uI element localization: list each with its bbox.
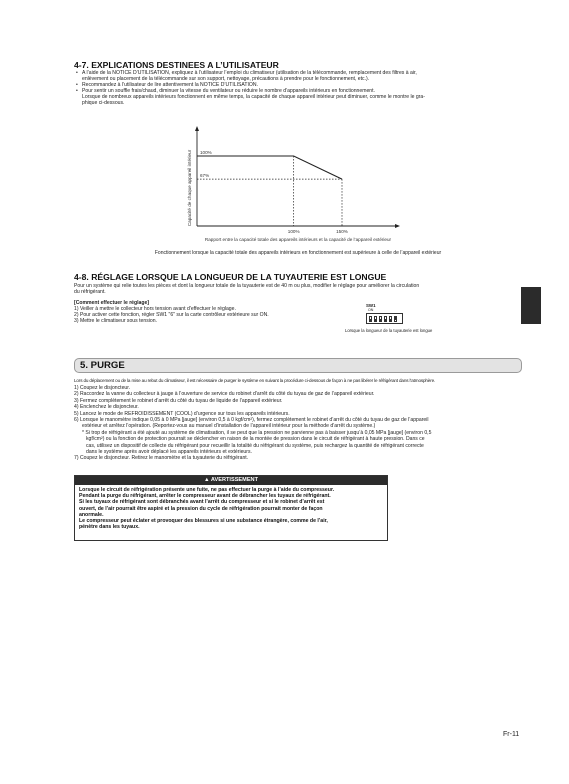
warning-title: AVERTISSEMENT xyxy=(210,477,259,483)
warning-line: Lorsque le circuit de réfrigération présente une fuite, ne pas effectuer la purge à l’aide du compresseur. xyxy=(79,487,335,493)
page-number: Fr-11 xyxy=(503,731,520,738)
dip-switch-1 xyxy=(369,316,372,322)
warning-line: anormale. xyxy=(79,511,104,518)
intro-line-1: Pour un système qui relie toutes les pièces et dont la longueur totale de la tuyauterie est de 40 m ou plus, modifier le réglage pour améliorer la circulation xyxy=(74,283,420,289)
procedure-step: 1) Veiller à mettre le collecteur hors tension avant d’effectuer le réglage. xyxy=(74,306,236,313)
section-4-7-body xyxy=(74,70,522,107)
sw1-label: SW1 xyxy=(366,303,376,308)
dip-switch-2 xyxy=(374,316,377,322)
purge-steps xyxy=(74,385,522,462)
chart-y-tick-label: 100% xyxy=(200,150,212,155)
purge-step: 5) Lancez le mode de REFROIDISSEMENT (COOL) d’urgence sur tous les appareils intérieurs. xyxy=(74,410,290,417)
chart-ylabel: Capacité de chaque appareil intérieur xyxy=(187,149,192,227)
warning-line: pénètre dans les tuyaux. xyxy=(79,524,140,531)
sw1-dip-switch xyxy=(366,313,403,324)
chart-y-tick-label: 67% xyxy=(200,173,210,179)
side-tab-marker xyxy=(521,287,541,324)
purge-note-cont: cas, utilisez un dispositif de collecte du réfrigérant pour recueillir la totalité du réfrigérant du système, puis rechargez la quantité de réfrigérant correcte xyxy=(86,442,424,449)
purge-step: 1) Coupez le disjoncteur. xyxy=(74,385,131,391)
procedure-step: 3) Mettre le climatiseur sous tension. xyxy=(74,318,157,325)
section-4-8-intro xyxy=(74,283,522,295)
intro-line-2: du réfrigérant. xyxy=(74,289,106,296)
bullet-read-manual: • Recommandez à l’utilisateur de lire attentivement la NOTICE D’UTILISATION. xyxy=(74,82,522,88)
purge-note-cont: dans le système après avoir déplacé les appareils intérieurs et extérieurs. xyxy=(86,449,252,456)
purge-step-6-cont: extérieur et arrêtez l’opération. (Reportez-vous au manuel d’installation de l’appareil intérieur pour la méthode d’arrêt du système.) xyxy=(82,423,376,430)
chart-series-line xyxy=(197,156,342,179)
bullet-remote-usage: • A l’aide de la NOTICE D’UTILISATION, expliquez à l’utilisateur l’emploi du climatiseur (utilisation de la télécommande, remplacement des filtres à air, xyxy=(74,70,522,76)
sw1-on-label: ON xyxy=(368,308,374,312)
warning-line: ouvert, de l’air pourrait être aspiré et la pression du cycle de réfrigération pourrait monter de façon xyxy=(79,505,323,512)
chart-x-tick-label: 100% xyxy=(287,229,300,234)
purge-step: 4) Enclenchez le disjoncteur. xyxy=(74,404,139,411)
dip-switch-4 xyxy=(384,316,387,322)
bullet-remote-usage-cont: enlèvement ou placement de la télécommande sur son support, nettoyage, précautions à prendre pour le fonctionnement, etc.). xyxy=(82,76,370,83)
purge-step-7: 7) Coupez le disjoncteur. Retirez le manomètre et la tuyauterie du réfrigérant. xyxy=(74,455,249,462)
procedure-subhead: [Comment effectuer le réglage] xyxy=(74,300,150,306)
warning-line: Pendant la purge du réfrigérant, arrêter le compresseur avant de débrancher les tuyaux de réfrigérant. xyxy=(79,493,331,500)
bullet-fan-speed-cont2: phique ci-dessous. xyxy=(82,100,125,107)
bullet-fan-speed: • Pour sentir un souffle frais/chaud, diminuer la vitesse du ventilateur ou réduire le nombre d’appareils intérieurs en fonctionnement. xyxy=(74,88,522,94)
purge-intro: Lors du déplacement ou de la mise au rebut du climatiseur, il est nécessaire de purger le système en suivant la procédure ci-dessous de façon à ne pas libérer le réfrigérant dans l’atmosphère. xyxy=(74,378,436,383)
section-4-7-title: 4-7. EXPLICATIONS DESTINEES A L’UTILISATEUR xyxy=(74,60,279,70)
warning-line: Le compresseur peut éclater et provoquer des blessures si une substance étrangère, comme de l’air, xyxy=(79,518,328,525)
dip-switch-6-on xyxy=(394,316,397,322)
dip-switch-3 xyxy=(379,316,382,322)
procedure-step: 2) Pour activer cette fonction, régler SW1 "6" sur la carte contrôleur extérieure sur ON. xyxy=(74,312,269,319)
warning-text xyxy=(79,487,383,530)
chart-y-axis-arrow xyxy=(195,126,199,131)
section-4-8-steps xyxy=(74,300,364,324)
chart-xlabel: Rapport entre la capacité totale des appareils intérieurs et la capacité de l’appareil extérieur xyxy=(204,237,392,242)
chart-x-tick-label: 150% xyxy=(336,229,348,234)
purge-note-cont: kgf/cm²) ou la fonction de protection pourrait se déclencher en raison de la montée de pression dans le circuit de réfrigérant à haute pression. Dans ce xyxy=(86,436,425,443)
purge-step: 2) Raccordez la vanne du collecteur à jauge à l’ouverture de service du robinet d’arrêt du côté du tuyau de gaz de l’appareil extérieur. xyxy=(74,391,375,398)
purge-title-bar xyxy=(74,358,522,373)
chart-x-axis-arrow xyxy=(395,224,400,228)
chart-caption: Fonctionnement lorsque la capacité totale des appareils intérieurs en fonctionnement est supérieure à celle de l’appareil extérieur xyxy=(154,250,442,256)
warning-line: Si les tuyaux de réfrigérant sont débranchés avant l’arrêt du compresseur et si le robinet d’arrêt est xyxy=(79,499,325,506)
purge-step: 3) Fermez complètement le robinet d’arrêt du côté du tuyau de liquide de l’appareil extérieur. xyxy=(74,397,283,404)
warning-triangle-icon: ▲ xyxy=(203,477,210,483)
purge-title: 5. PURGE xyxy=(80,360,125,371)
capacity-chart xyxy=(170,126,430,246)
switch-caption: Lorsque la longueur de la tuyauterie est longue xyxy=(345,328,433,333)
bullet-fan-speed-cont1: Lorsque de nombreux appareils intérieurs fonctionnent en même temps, la capacité de chaque appareil intérieur peut diminuer, comme le montre le gra- xyxy=(82,94,425,101)
warning-header xyxy=(75,476,387,485)
purge-step-6: 6) Lorsque le manomètre indique 0,05 à 0 MPa [jauge] (environ 0,5 à 0 kgf/cm²), fermez complètement le robinet d’arrêt du côté du tuyau de gaz de l’appareil xyxy=(74,417,429,424)
dip-switch-5 xyxy=(389,316,392,322)
section-4-8-title: 4-8. RÉGLAGE LORSQUE LA LONGUEUR DE LA TUYAUTERIE EST LONGUE xyxy=(74,272,387,282)
purge-note: * Si trop de réfrigérant a été ajouté au système de climatisation, il se peut que la pression ne parvienne pas à baisser jusqu’à 0,05 MPa [jauge] (environ 0,5 xyxy=(82,429,432,436)
